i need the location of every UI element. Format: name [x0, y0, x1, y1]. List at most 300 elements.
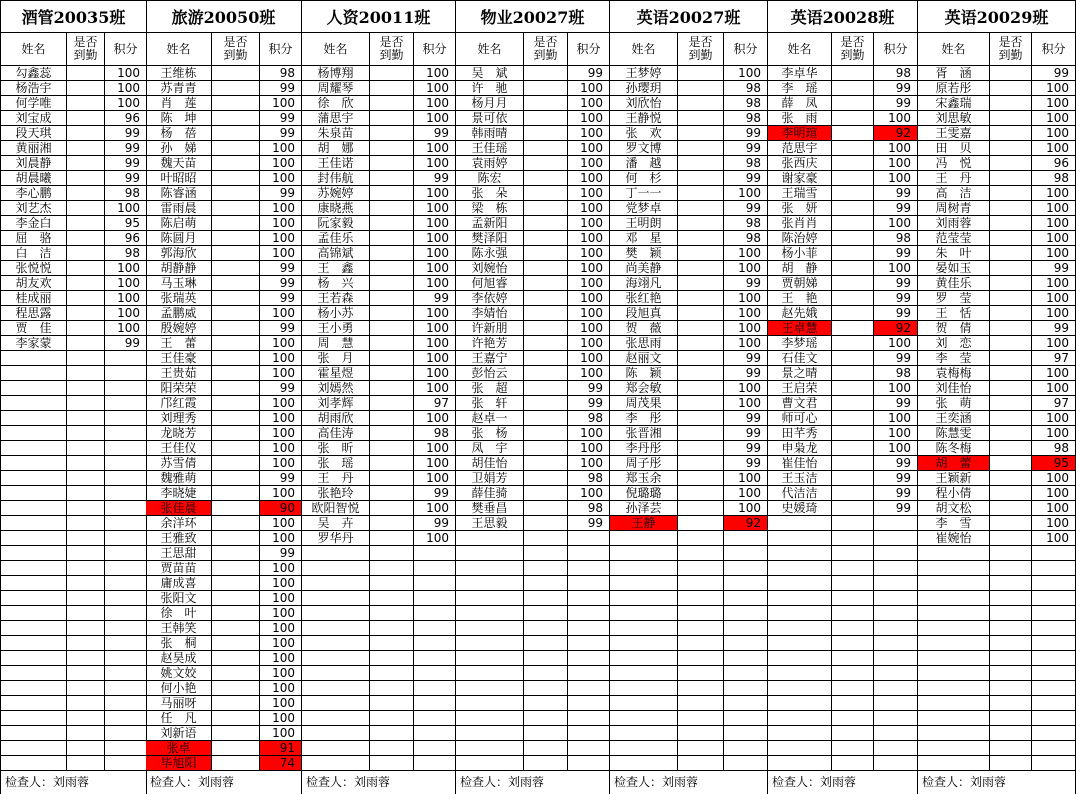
score-cell: [568, 681, 610, 696]
score-cell: [1032, 756, 1076, 771]
attendance-cell: [990, 201, 1032, 216]
student-name-cell: 高锦斌: [302, 246, 370, 261]
attendance-cell: [67, 171, 105, 186]
student-name-cell: 卫娟芳: [456, 471, 524, 486]
student-name-cell: [1, 756, 67, 771]
score-cell: 100: [568, 141, 610, 156]
score-cell: 100: [724, 381, 768, 396]
score-cell: 99: [874, 291, 918, 306]
attendance-cell: [524, 636, 568, 651]
attendance-cell: [524, 531, 568, 546]
student-name-cell: 胡 娜: [302, 141, 370, 156]
score-cell: 100: [568, 336, 610, 351]
student-name-cell: [918, 696, 990, 711]
student-name-cell: 孟新阳: [456, 216, 524, 231]
attendance-cell: [832, 246, 874, 261]
attendance-cell: [990, 531, 1032, 546]
score-cell: [1032, 681, 1076, 696]
attendance-cell: [67, 306, 105, 321]
attendance-cell: [370, 636, 414, 651]
attendance-cell: [212, 576, 260, 591]
student-name-cell: 张 桐: [146, 636, 212, 651]
attendance-cell: [524, 381, 568, 396]
student-name-cell: 李依婷: [456, 291, 524, 306]
student-name-cell: 杨月月: [456, 96, 524, 111]
attendance-cell: [212, 276, 260, 291]
student-name-cell: 罗文博: [610, 141, 678, 156]
score-cell: [724, 546, 768, 561]
attendance-cell: [678, 186, 724, 201]
class-title: 英语20029班: [918, 0, 1076, 33]
attendance-cell: [370, 426, 414, 441]
attendance-cell: [990, 666, 1032, 681]
student-name-cell: [1, 621, 67, 636]
student-name-cell: [456, 666, 524, 681]
student-name-cell: 杨小苏: [302, 306, 370, 321]
attendance-cell: [370, 96, 414, 111]
student-name-cell: 袁雨婷: [456, 156, 524, 171]
score-cell: 100: [260, 666, 302, 681]
class-title: 酒管20035班: [1, 0, 147, 33]
attendance-cell: [524, 261, 568, 276]
student-name-cell: 李 莹: [918, 351, 990, 366]
attendance-cell: [678, 216, 724, 231]
student-name-cell: 陈慧雯: [918, 426, 990, 441]
attendance-cell: [678, 711, 724, 726]
attendance-cell: [678, 276, 724, 291]
attendance-cell: [212, 186, 260, 201]
attendance-cell: [524, 96, 568, 111]
attendance-cell: [370, 411, 414, 426]
score-cell: 100: [1032, 111, 1076, 126]
score-cell: 98: [724, 81, 768, 96]
column-header-check: 是否 到勤: [370, 33, 414, 66]
score-cell: 100: [568, 111, 610, 126]
attendance-cell: [678, 96, 724, 111]
student-name-cell: 邓 星: [610, 231, 678, 246]
score-cell: [414, 726, 456, 741]
student-name-cell: 罗华丹: [302, 531, 370, 546]
column-header-check: 是否 到勤: [990, 33, 1032, 66]
score-cell: 100: [414, 471, 456, 486]
score-cell: 100: [414, 366, 456, 381]
attendance-cell: [370, 576, 414, 591]
score-cell: 98: [874, 366, 918, 381]
score-cell: 100: [874, 411, 918, 426]
score-cell: 99: [260, 291, 302, 306]
score-cell: [105, 501, 147, 516]
score-cell: 100: [1032, 126, 1076, 141]
attendance-cell: [990, 456, 1032, 471]
score-cell: 100: [414, 351, 456, 366]
attendance-cell: [990, 711, 1032, 726]
attendance-cell: [67, 111, 105, 126]
attendance-cell: [832, 681, 874, 696]
score-cell: 99: [105, 156, 147, 171]
student-name-cell: 李卓华: [768, 66, 832, 81]
score-cell: 98: [724, 96, 768, 111]
attendance-cell: [678, 486, 724, 501]
student-name-cell: 王梦婷: [610, 66, 678, 81]
class-block: [610, 0, 768, 794]
student-name-cell: 师可心: [768, 411, 832, 426]
attendance-cell: [370, 666, 414, 681]
student-name-cell: 刘理秀: [146, 411, 212, 426]
attendance-cell: [370, 186, 414, 201]
attendance-cell: [212, 396, 260, 411]
attendance-cell: [990, 171, 1032, 186]
attendance-cell: [67, 711, 105, 726]
attendance-cell: [212, 426, 260, 441]
attendance-cell: [678, 201, 724, 216]
attendance-cell: [990, 81, 1032, 96]
class-block: [768, 0, 918, 794]
score-cell: [105, 696, 147, 711]
score-cell: [874, 516, 918, 531]
attendance-cell: [67, 276, 105, 291]
column-header-check: 是否 到勤: [832, 33, 874, 66]
student-name-cell: 王佳瑶: [456, 141, 524, 156]
student-name-cell: 范莹莹: [918, 231, 990, 246]
column-header-score: 积分: [105, 33, 147, 66]
student-name-cell: 黄丽湘: [1, 141, 67, 156]
attendance-cell: [990, 261, 1032, 276]
score-cell: [874, 576, 918, 591]
score-cell: [105, 636, 147, 651]
score-cell: [874, 666, 918, 681]
student-name-cell: [610, 696, 678, 711]
attendance-cell: [370, 606, 414, 621]
attendance-cell: [67, 516, 105, 531]
student-name-cell: 高佳涛: [302, 426, 370, 441]
score-cell: 100: [1032, 201, 1076, 216]
score-cell: 99: [1032, 261, 1076, 276]
attendance-cell: [832, 576, 874, 591]
attendance-cell: [67, 441, 105, 456]
score-cell: [105, 561, 147, 576]
attendance-cell: [990, 696, 1032, 711]
attendance-cell: [524, 156, 568, 171]
score-cell: [105, 666, 147, 681]
attendance-cell: [67, 351, 105, 366]
attendance-cell: [67, 201, 105, 216]
score-cell: [568, 606, 610, 621]
student-name-cell: 胡雨欣: [302, 411, 370, 426]
score-cell: [414, 711, 456, 726]
score-cell: 100: [874, 261, 918, 276]
score-cell: 98: [105, 246, 147, 261]
attendance-cell: [524, 681, 568, 696]
score-cell: [1032, 606, 1076, 621]
attendance-cell: [212, 726, 260, 741]
score-cell: 97: [1032, 396, 1076, 411]
attendance-cell: [832, 441, 874, 456]
student-name-cell: 李明瑄: [768, 126, 832, 141]
student-name-cell: [918, 726, 990, 741]
student-name-cell: [918, 606, 990, 621]
attendance-cell: [832, 696, 874, 711]
student-name-cell: 贾苗苗: [146, 561, 212, 576]
score-cell: [568, 696, 610, 711]
student-name-cell: 刘雨蓉: [918, 216, 990, 231]
student-name-cell: [302, 651, 370, 666]
score-cell: 100: [568, 186, 610, 201]
student-name-cell: 李晓婕: [146, 486, 212, 501]
attendance-cell: [212, 306, 260, 321]
attendance-cell: [524, 186, 568, 201]
attendance-cell: [832, 516, 874, 531]
attendance-cell: [524, 516, 568, 531]
score-cell: 97: [414, 396, 456, 411]
score-cell: 100: [724, 471, 768, 486]
attendance-cell: [678, 636, 724, 651]
student-name-cell: 曹文君: [768, 396, 832, 411]
student-name-cell: 蒲思宇: [302, 111, 370, 126]
attendance-cell: [212, 441, 260, 456]
score-cell: 99: [724, 141, 768, 156]
attendance-cell: [990, 606, 1032, 621]
student-name-cell: 陈冬梅: [918, 441, 990, 456]
attendance-cell: [990, 471, 1032, 486]
score-cell: 99: [724, 171, 768, 186]
score-cell: [874, 621, 918, 636]
attendance-cell: [524, 711, 568, 726]
student-name-cell: 王贵茹: [146, 366, 212, 381]
attendance-cell: [678, 666, 724, 681]
student-name-cell: 崔婉怡: [918, 531, 990, 546]
attendance-cell: [832, 336, 874, 351]
column-header-check: 是否 到勤: [212, 33, 260, 66]
score-cell: 100: [260, 411, 302, 426]
student-name-cell: 张 超: [456, 381, 524, 396]
column-header-check: 是否 到勤: [67, 33, 105, 66]
class-block: [918, 0, 1076, 794]
attendance-cell: [832, 411, 874, 426]
score-cell: 100: [105, 276, 147, 291]
student-name-cell: [768, 696, 832, 711]
score-cell: 100: [874, 216, 918, 231]
score-cell: [105, 546, 147, 561]
student-name-cell: [768, 576, 832, 591]
student-name-cell: 庸成喜: [146, 576, 212, 591]
score-cell: 100: [260, 591, 302, 606]
score-cell: 100: [414, 96, 456, 111]
score-cell: 100: [568, 486, 610, 501]
score-cell: 100: [568, 366, 610, 381]
attendance-cell: [678, 576, 724, 591]
student-name-cell: 屈 骆: [1, 231, 67, 246]
student-name-cell: 凤 宇: [456, 441, 524, 456]
student-name-cell: 张红艳: [610, 291, 678, 306]
attendance-cell: [370, 261, 414, 276]
student-name-cell: 薛佳骑: [456, 486, 524, 501]
score-cell: 100: [1032, 486, 1076, 501]
student-name-cell: [768, 591, 832, 606]
student-name-cell: 许新朋: [456, 321, 524, 336]
attendance-cell: [212, 231, 260, 246]
student-name-cell: 李丹彤: [610, 441, 678, 456]
student-name-cell: 马玉琳: [146, 276, 212, 291]
score-cell: 99: [874, 471, 918, 486]
score-cell: 99: [105, 141, 147, 156]
attendance-cell: [212, 141, 260, 156]
student-name-cell: [456, 591, 524, 606]
score-cell: [1032, 636, 1076, 651]
attendance-cell: [67, 591, 105, 606]
attendance-cell: [370, 126, 414, 141]
student-name-cell: 周树青: [918, 201, 990, 216]
score-cell: 100: [568, 291, 610, 306]
column-header-name: 姓名: [146, 33, 212, 66]
score-cell: 100: [414, 381, 456, 396]
score-cell: 99: [105, 126, 147, 141]
attendance-cell: [990, 621, 1032, 636]
student-name-cell: 陈启萌: [146, 216, 212, 231]
student-name-cell: 田 贝: [918, 141, 990, 156]
attendance-cell: [524, 231, 568, 246]
score-cell: 100: [414, 66, 456, 81]
attendance-cell: [832, 741, 874, 756]
student-name-cell: [610, 561, 678, 576]
student-name-cell: 刘孝辉: [302, 396, 370, 411]
student-name-cell: 白 洁: [1, 246, 67, 261]
student-name-cell: [768, 606, 832, 621]
score-cell: 99: [724, 426, 768, 441]
student-name-cell: 张 瑶: [302, 456, 370, 471]
score-cell: 98: [724, 156, 768, 171]
student-name-cell: 王维栋: [146, 66, 212, 81]
student-name-cell: 陈治婷: [768, 231, 832, 246]
student-name-cell: 王若森: [302, 291, 370, 306]
student-name-cell: [610, 621, 678, 636]
attendance-cell: [212, 246, 260, 261]
student-name-cell: 张 萌: [918, 396, 990, 411]
student-name-cell: [610, 666, 678, 681]
score-cell: 100: [414, 306, 456, 321]
score-cell: 99: [568, 396, 610, 411]
attendance-cell: [832, 81, 874, 96]
student-name-cell: 胡友欢: [1, 276, 67, 291]
score-cell: 100: [1032, 306, 1076, 321]
attendance-cell: [832, 186, 874, 201]
attendance-cell: [678, 321, 724, 336]
student-name-cell: 李家蒙: [1, 336, 67, 351]
score-cell: 99: [724, 366, 768, 381]
score-cell: 95: [1032, 456, 1076, 471]
score-cell: 100: [260, 576, 302, 591]
attendance-cell: [832, 171, 874, 186]
score-cell: [724, 531, 768, 546]
student-name-cell: [768, 666, 832, 681]
student-name-cell: 朱泉苗: [302, 126, 370, 141]
score-cell: [414, 576, 456, 591]
student-name-cell: 张 月: [302, 351, 370, 366]
attendance-cell: [370, 591, 414, 606]
attendance-cell: [67, 411, 105, 426]
attendance-cell: [212, 366, 260, 381]
attendance-cell: [212, 171, 260, 186]
score-cell: 99: [568, 516, 610, 531]
attendance-cell: [678, 366, 724, 381]
attendance-cell: [832, 291, 874, 306]
student-name-cell: 孟鹏威: [146, 306, 212, 321]
student-name-cell: 徐 欣: [302, 96, 370, 111]
score-cell: 99: [874, 186, 918, 201]
score-cell: 100: [414, 321, 456, 336]
student-name-cell: 杨小菲: [768, 246, 832, 261]
attendance-cell: [832, 201, 874, 216]
student-name-cell: 王卓慧: [768, 321, 832, 336]
attendance-cell: [67, 621, 105, 636]
attendance-cell: [524, 141, 568, 156]
score-cell: 99: [874, 246, 918, 261]
score-cell: [724, 561, 768, 576]
student-name-cell: 阮家毅: [302, 216, 370, 231]
score-cell: [105, 456, 147, 471]
score-cell: 100: [105, 321, 147, 336]
attendance-cell: [370, 396, 414, 411]
student-name-cell: 肖 莲: [146, 96, 212, 111]
student-name-cell: [768, 756, 832, 771]
attendance-cell: [678, 81, 724, 96]
score-cell: 100: [260, 426, 302, 441]
attendance-cell: [990, 636, 1032, 651]
student-name-cell: 陈圆月: [146, 231, 212, 246]
attendance-cell: [678, 621, 724, 636]
attendance-cell: [832, 321, 874, 336]
student-name-cell: 赵卓一: [456, 411, 524, 426]
student-name-cell: [918, 651, 990, 666]
student-name-cell: [1, 531, 67, 546]
student-name-cell: [1, 726, 67, 741]
student-name-cell: [1, 576, 67, 591]
score-cell: 99: [105, 336, 147, 351]
attendance-cell: [832, 216, 874, 231]
score-cell: 99: [260, 126, 302, 141]
attendance-cell: [678, 141, 724, 156]
score-cell: 100: [568, 351, 610, 366]
score-cell: 100: [105, 96, 147, 111]
student-name-cell: 张瑞英: [146, 291, 212, 306]
class-block: [146, 0, 302, 794]
attendance-cell: [832, 231, 874, 246]
student-name-cell: 杨 兴: [302, 276, 370, 291]
score-cell: 100: [874, 426, 918, 441]
student-name-cell: 刘思敏: [918, 111, 990, 126]
score-cell: [414, 561, 456, 576]
student-name-cell: [768, 516, 832, 531]
student-name-cell: 何旭睿: [456, 276, 524, 291]
score-cell: [724, 756, 768, 771]
student-name-cell: [918, 666, 990, 681]
student-name-cell: 段旭真: [610, 306, 678, 321]
attendance-cell: [678, 111, 724, 126]
attendance-cell: [212, 156, 260, 171]
attendance-cell: [524, 486, 568, 501]
student-name-cell: 毕旭阳: [146, 756, 212, 771]
score-cell: [568, 756, 610, 771]
score-cell: [105, 351, 147, 366]
student-name-cell: [610, 741, 678, 756]
score-cell: 100: [414, 81, 456, 96]
attendance-cell: [67, 696, 105, 711]
score-cell: 99: [874, 456, 918, 471]
student-name-cell: [768, 621, 832, 636]
student-name-cell: 潘 越: [610, 156, 678, 171]
student-name-cell: [1, 396, 67, 411]
attendance-cell: [524, 111, 568, 126]
attendance-cell: [990, 231, 1032, 246]
